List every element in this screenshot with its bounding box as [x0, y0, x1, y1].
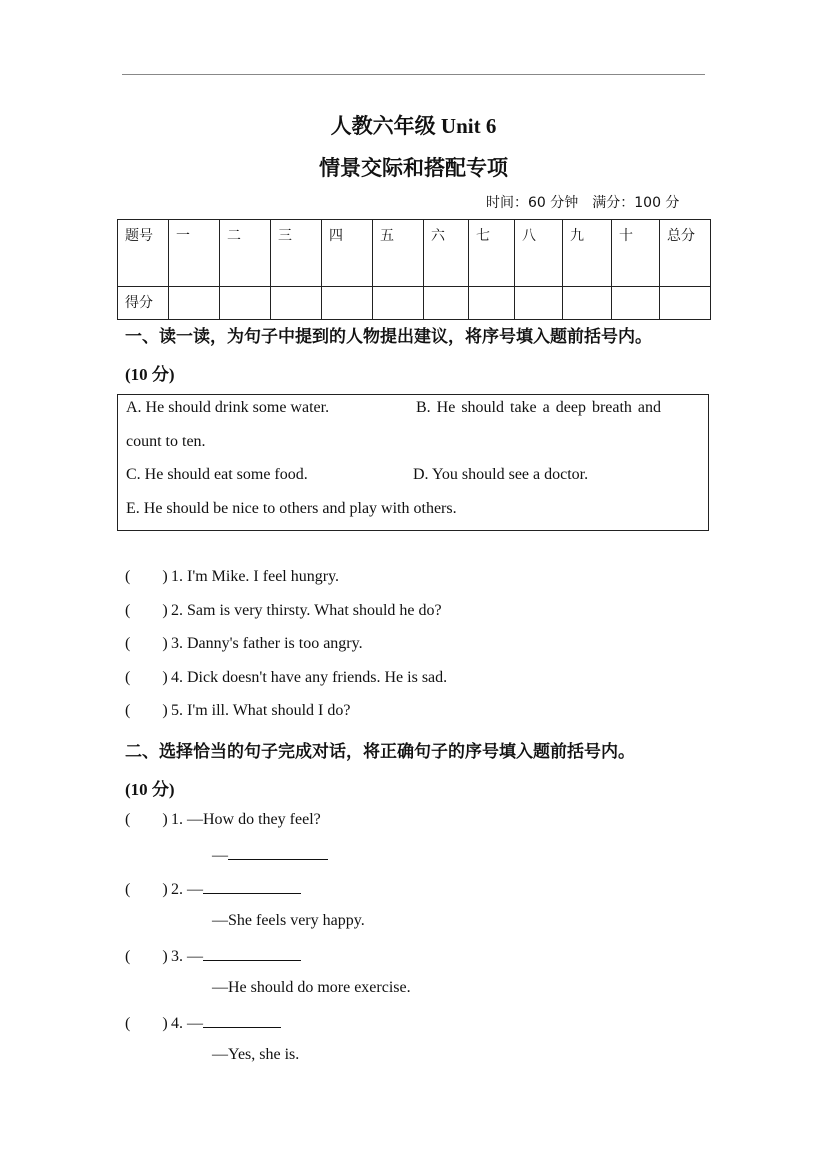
table-cell: 三 [271, 220, 322, 287]
s2-question-3: ( ) 3. — [125, 946, 301, 966]
section2-heading: 二、选择恰当的句子完成对话，将正确句子的序号填入题前括号内。 [125, 742, 635, 762]
fill-blank[interactable] [203, 946, 301, 961]
score-cell[interactable] [660, 287, 711, 320]
option-b-continued: count to ten. [126, 433, 206, 450]
answer-bracket[interactable]: ( ) [125, 1015, 168, 1032]
score-row [118, 287, 711, 320]
score-label-cell: 得分 [118, 287, 169, 320]
table-cell: 总分 [660, 220, 711, 287]
answer-bracket[interactable]: ( ) [125, 702, 168, 719]
option-a: A. He should drink some water. [126, 399, 330, 416]
s2-answer-4: —Yes, she is. [212, 1046, 300, 1063]
s2-question-1: ( ) 1. —How do they feel? [125, 811, 321, 828]
answer-bracket[interactable]: ( ) [125, 948, 168, 965]
options-box [117, 394, 709, 531]
table-cell: 四 [322, 220, 373, 287]
top-rule [122, 74, 705, 75]
score-cell[interactable] [515, 287, 563, 320]
table-cell: 十 [612, 220, 660, 287]
page-title: 人教六年级 Unit 6 [330, 114, 497, 138]
section1-heading: 一、读一读，为句子中提到的人物提出建议，将序号填入题前括号内。 [125, 327, 652, 347]
answer-bracket[interactable]: ( ) [125, 568, 168, 585]
answer-bracket[interactable]: ( ) [125, 669, 168, 686]
option-b: B. He should take a deep breath and [416, 399, 662, 416]
fill-blank[interactable] [203, 879, 301, 894]
s2-question-2: ( ) 2. — [125, 879, 301, 899]
fill-blank[interactable] [228, 845, 328, 860]
option-d: D. You should see a doctor. [413, 466, 589, 483]
s2-answer-2: —She feels very happy. [212, 912, 365, 929]
answer-bracket[interactable]: ( ) [125, 635, 168, 652]
score-cell[interactable] [424, 287, 469, 320]
table-cell: 一 [169, 220, 220, 287]
score-cell[interactable] [271, 287, 322, 320]
s1-question-5: ( ) 5. I'm ill. What should I do? [125, 702, 351, 719]
table-cell: 二 [220, 220, 271, 287]
table-cell: 题号 [118, 220, 169, 287]
s2-answer-3: —He should do more exercise. [212, 979, 411, 996]
score-cell[interactable] [373, 287, 424, 320]
section2-points: (10 分) [125, 780, 175, 799]
score-cell[interactable] [322, 287, 373, 320]
s1-question-1: ( ) 1. I'm Mike. I feel hungry. [125, 568, 340, 585]
option-e: E. He should be nice to others and play with others. [126, 500, 457, 517]
table-cell: 五 [373, 220, 424, 287]
answer-bracket[interactable]: ( ) [125, 811, 168, 828]
s1-question-2: ( ) 2. Sam is very thirsty. What should he do? [125, 602, 442, 619]
section1-points: (10 分) [125, 365, 175, 384]
full-score: 满分：100 分 [592, 195, 680, 211]
answer-bracket[interactable]: ( ) [125, 602, 168, 619]
table-cell: 八 [515, 220, 563, 287]
answer-bracket[interactable]: ( ) [125, 881, 168, 898]
s1-question-4: ( ) 4. Dick doesn't have any friends. He is sad. [125, 669, 448, 686]
table-cell: 六 [424, 220, 469, 287]
s2-answer-1: — [212, 845, 328, 865]
time-limit: 时间：60 分钟 [486, 195, 579, 211]
table-cell: 七 [469, 220, 515, 287]
exam-meta [486, 192, 679, 212]
question-number-row [118, 220, 711, 287]
s1-question-3: ( ) 3. Danny's father is too angry. [125, 635, 363, 652]
fill-blank[interactable] [203, 1013, 281, 1028]
score-cell[interactable] [220, 287, 271, 320]
table-cell: 九 [563, 220, 612, 287]
page-subtitle: 情景交际和搭配专项 [319, 156, 508, 180]
score-cell[interactable] [169, 287, 220, 320]
score-cell[interactable] [563, 287, 612, 320]
score-cell[interactable] [612, 287, 660, 320]
option-c: C. He should eat some food. [126, 466, 308, 483]
score-table [117, 219, 711, 320]
score-cell[interactable] [469, 287, 515, 320]
s2-question-4: ( ) 4. — [125, 1013, 281, 1033]
